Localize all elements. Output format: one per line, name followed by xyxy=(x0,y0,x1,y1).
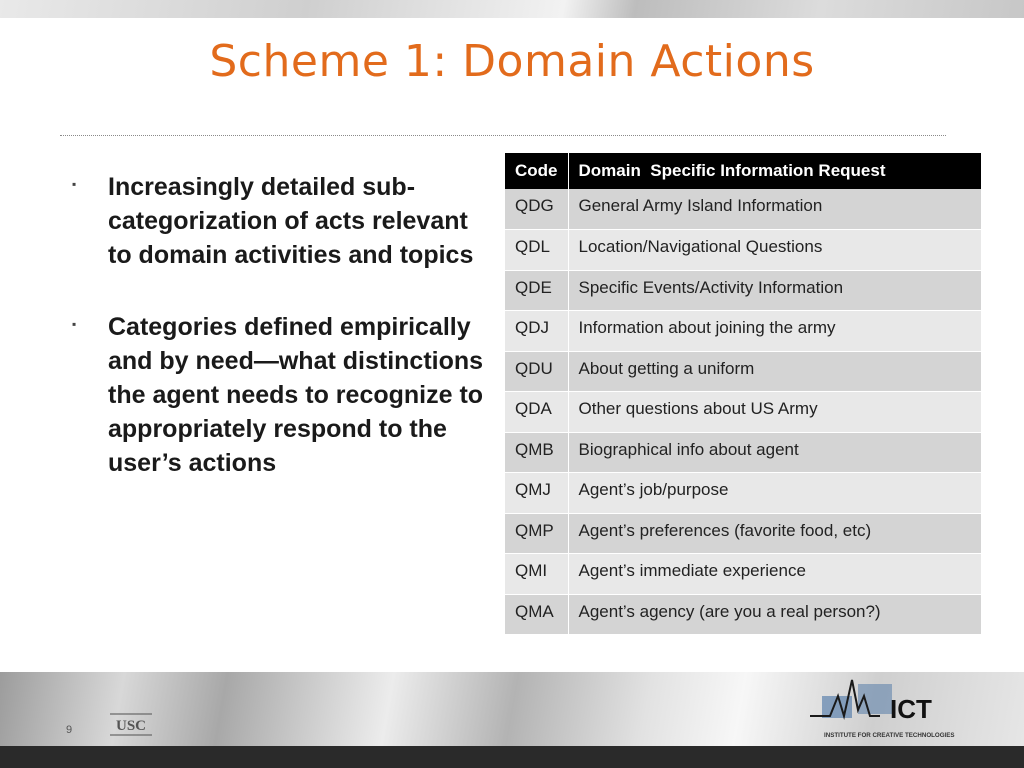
column-header-description: Domain Specific Information Request xyxy=(568,153,981,189)
description-cell: Agent’s job/purpose xyxy=(568,473,981,514)
bullet-item xyxy=(72,310,497,480)
table-header-row xyxy=(505,153,981,189)
code-cell: QDA xyxy=(505,392,568,433)
table-row xyxy=(505,230,981,271)
description-cell: Specific Events/Activity Information xyxy=(568,270,981,311)
bullet-text: Categories defined empirically and by need—what distinctions the agent needs to recognize to appropriately respond to the user’s actions xyxy=(108,313,484,477)
code-cell: QDU xyxy=(505,351,568,392)
code-cell: QDL xyxy=(505,230,568,271)
table-row xyxy=(505,270,981,311)
ict-logo xyxy=(808,674,963,744)
title-divider xyxy=(60,135,946,136)
description-cell: Agent’s preferences (favorite food, etc) xyxy=(568,513,981,554)
top-decorative-band xyxy=(0,0,1024,18)
description-cell: General Army Island Information xyxy=(568,189,981,230)
description-cell: Agent’s agency (are you a real person?) xyxy=(568,594,981,635)
page-number: 9 xyxy=(66,724,73,736)
domain-actions-table xyxy=(505,153,981,635)
bullet-square-icon: ▪ xyxy=(72,317,77,331)
code-cell: QMJ xyxy=(505,473,568,514)
description-cell: Information about joining the army xyxy=(568,311,981,352)
code-cell: QMI xyxy=(505,554,568,595)
ict-logo-text: ICT xyxy=(890,694,932,724)
description-cell: Biographical info about agent xyxy=(568,432,981,473)
table-row xyxy=(505,554,981,595)
description-cell: Location/Navigational Questions xyxy=(568,230,981,271)
table-row xyxy=(505,432,981,473)
code-cell: QMB xyxy=(505,432,568,473)
code-cell: QMA xyxy=(505,594,568,635)
bullet-text: Increasingly detailed sub-categorization of acts relevant to domain activities and topics xyxy=(108,173,474,269)
slide-title: Scheme 1: Domain Actions xyxy=(209,36,815,87)
code-cell: QDE xyxy=(505,270,568,311)
bullet-item xyxy=(72,170,497,272)
description-cell: About getting a uniform xyxy=(568,351,981,392)
column-header-code: Code xyxy=(505,153,568,189)
description-cell: Agent’s immediate experience xyxy=(568,554,981,595)
code-cell: QDJ xyxy=(505,311,568,352)
table-row xyxy=(505,473,981,514)
table-row xyxy=(505,594,981,635)
usc-logo xyxy=(110,713,152,737)
table-row xyxy=(505,392,981,433)
code-cell: QMP xyxy=(505,513,568,554)
usc-logo-text: USC xyxy=(115,718,147,734)
bullet-square-icon: ▪ xyxy=(72,177,77,191)
table-row xyxy=(505,311,981,352)
footer-bar xyxy=(0,746,1024,768)
description-cell: Other questions about US Army xyxy=(568,392,981,433)
table-row xyxy=(505,189,981,230)
bullet-list xyxy=(72,170,497,518)
code-cell: QDG xyxy=(505,189,568,230)
ict-tagline: INSTITUTE FOR CREATIVE TECHNOLOGIES xyxy=(824,732,955,739)
table-row xyxy=(505,351,981,392)
table-row xyxy=(505,513,981,554)
